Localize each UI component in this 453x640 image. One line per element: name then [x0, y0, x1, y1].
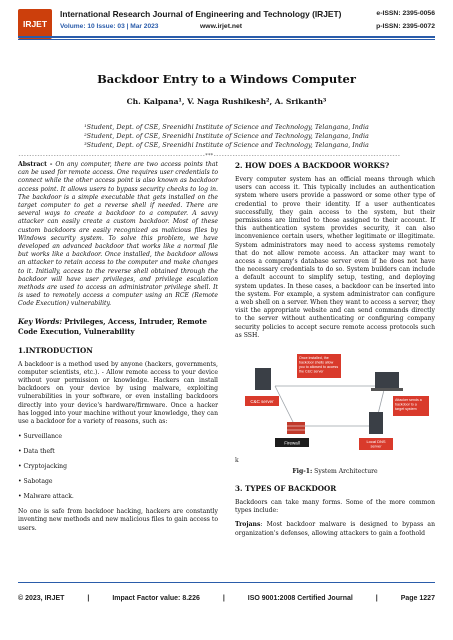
right-column — [235, 161, 435, 538]
footer-impact-factor: Impact Factor value: 8.226 — [112, 595, 200, 602]
callout-line: target system — [395, 407, 417, 412]
footer-iso: ISO 9001:2008 Certified Journal — [247, 595, 353, 602]
abstract — [18, 161, 218, 309]
cnc-label: C&C server — [250, 399, 274, 405]
keywords — [18, 317, 218, 337]
logo-text: IRJET — [22, 19, 48, 29]
bullet-item: • Cryptojacking — [18, 463, 67, 471]
local-dns-server-icon — [369, 412, 383, 434]
affiliation-2: ²Student, Dept. of CSE, Sreenidhi Institute of Science and Technology, Telangana, India — [84, 132, 369, 140]
abstract-body: On any computer, there are two access points that can be used for remote access. One requires user credentials to connect while the other access point is also known as backdoor access point. It allows users to bypass security checks to log in. The backdoor is a simple executable that gets installed on the target computer to get a reverse shell if needed. There are several ways to create a backdoor to a computer. A savvy attacker can easily create a custom backdoor. Most of these custom backdoors are easily recognized as malicious files by Windows security system. To solve this problem, we have developed an advanced backdoor that works like a normal file but works like a backdoor. Once installed, the backdoor allows an attacker to retain access to the computer and make changes to it. Initially, access to the reverse shell obtained through the backdoor will have user privileges, and privilege escalation methods are used to access an administrator privilege shell. It is used to remotely access a computer using an RCE (Remote Code Execution) vulnerability. — [18, 161, 218, 308]
page-footer — [18, 595, 435, 602]
abstract-label: Abstract - — [18, 161, 56, 168]
footer-page-number: Page 1227 — [400, 595, 435, 602]
header-rule — [18, 36, 435, 38]
figure-caption-text: System Architecture — [312, 468, 378, 476]
cnc-server-icon — [255, 368, 271, 390]
callout-line: Once installed, the — [299, 356, 329, 361]
trojans-paragraph — [235, 521, 435, 537]
trojans-body: : Most backdoor malware is designed to bypass an organization's defenses, allowing attackers to gain a foothold — [235, 521, 435, 537]
keywords-label: Key Words: — [18, 316, 65, 326]
journal-url[interactable]: www.irjet.net — [200, 23, 243, 30]
intro-closing: No one is safe from backdoor hacking, hackers are constantly inventing new methods and new malicious files to gain access to users. — [18, 508, 218, 532]
p-issn: p-ISSN: 2395-0072 — [376, 23, 435, 30]
section-heading-types-of-backdoor: 3. TYPES OF BACKDOOR — [235, 484, 337, 494]
types-paragraph: Backdoors can take many forms. Some of the more common types include: — [235, 499, 435, 515]
callout-line: backdoor shells allow — [299, 360, 334, 365]
bullet-item: • Malware attack. — [18, 493, 74, 501]
system-architecture-figure — [235, 348, 435, 466]
left-column — [18, 161, 218, 533]
footer-rule — [18, 582, 435, 583]
irjet-logo — [18, 9, 52, 39]
footer-divider: | — [87, 595, 90, 602]
local-dns-label-line: server — [370, 443, 382, 449]
callout-line: the C&C server — [299, 369, 324, 374]
callout-line: you to allowed to access — [299, 365, 339, 370]
intro-paragraph: A backdoor is a method used by anyone (hackers, governments, computer scientists, etc.). - Allow remote access to your device without your permission or knowledge. Hackers can install backdoors on your device by using malware, exploiting vulnerabilities in your software, or even installing backdoors directly into your device's hardware/firmware. Once a hacker has logged into your machine without your knowledge, they can use a backdoor for a variety of reasons, such as: — [18, 360, 218, 426]
footer-copyright: © 2023, IRJET — [18, 595, 65, 602]
callout-line: Attacker sends a — [395, 398, 422, 403]
bullet-item: • Data theft — [18, 448, 55, 456]
local-dns-label-line: Local DNS — [366, 439, 386, 445]
attacker-laptop-icon — [375, 372, 399, 388]
section-heading-how-backdoor-works: 2. HOW DOES A BACKDOOR WORKS? — [235, 161, 390, 170]
footer-divider: | — [222, 595, 225, 602]
section-separator: ---------------------------------------------------------------------***--------------------------------------------------------------------- — [18, 153, 401, 159]
architecture-diagram — [235, 348, 435, 466]
how-it-works-paragraph: Every computer system has an official means through which users can access it. This typically includes an authentication system where users provide a password or some other type of credential to prove their identity. If a user authenticates successfully, they gain access to the system, but their permissions are limited to those assigned to their account. If this authentication system provides security, it can also inconvenience certain users, whether legitimate or illegitimate. System administrators may need to access systems remotely that do not allow remote access. An attacker may want to access a company's database server even if he does not have the necessary credentials to do so. System builders can include a default account to simplify setup, testing, and deploying system updates. In these cases, a backdoor can be inserted into the system. For example, a system administrator can configure a web shell on a server. When they want to access a server, they visit the appropriate website and can send commands directly to the server without authenticating or configuring company security policies to accept secure remote access protocols such as SSH. — [235, 176, 435, 339]
paper-title: Backdoor Entry to a Windows Computer — [97, 72, 356, 86]
header-rule-thin — [18, 39, 435, 40]
affiliation-1: ¹Student, Dept. of CSE, Sreenidhi Institute of Science and Technology, Telangana, India — [84, 123, 369, 131]
firewall-label: Firewall — [284, 440, 300, 446]
journal-header — [0, 0, 453, 52]
figure-caption — [235, 468, 435, 475]
authors: Ch. Kalpana¹, V. Naga Rushikesh², A. Srikanth³ — [126, 97, 327, 106]
keywords-body: Privileges, Access, Intruder, Remote Code Execution, Vulnerability — [18, 316, 207, 336]
firewall-icon — [287, 422, 305, 434]
journal-title: International Research Journal of Engineering and Technology (IRJET) — [60, 9, 342, 19]
stray-mark: k — [235, 457, 239, 465]
laptop-base — [371, 388, 403, 391]
e-issn: e-ISSN: 2395-0056 — [376, 10, 435, 17]
callout-line: backdoor to a — [395, 402, 417, 407]
figure-caption-label: Fig-1: — [292, 468, 313, 476]
section-heading-introduction: 1.INTRODUCTION — [18, 345, 93, 355]
footer-divider: | — [375, 595, 378, 602]
trojans-label: Trojans — [235, 521, 261, 529]
affiliation-3: ³Student, Dept. of CSE, Sreenidhi Institute of Science and Technology, Telangana, India — [84, 141, 369, 149]
volume-issue: Volume: 10 Issue: 03 | Mar 2023 — [60, 23, 159, 30]
bullet-item: • Sabotage — [18, 478, 53, 486]
bullet-item: • Surveillance — [18, 433, 63, 441]
